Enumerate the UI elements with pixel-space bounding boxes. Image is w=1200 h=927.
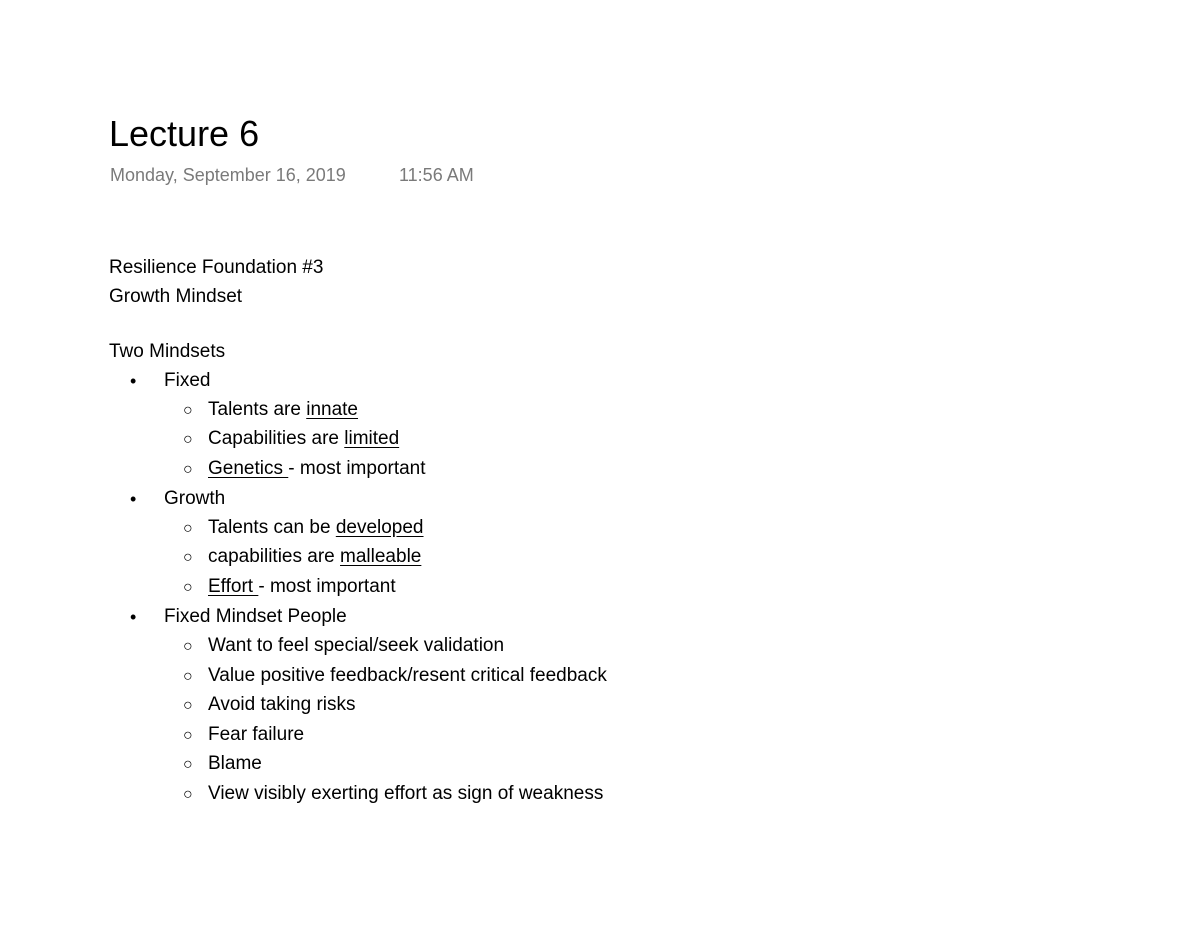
- sub-bullet-icon: ○: [183, 786, 193, 803]
- list-item: Genetics - most important: [208, 458, 426, 479]
- list-item: Effort - most important: [208, 576, 396, 597]
- underlined-term: innate: [306, 399, 359, 420]
- sub-bullet-icon: ○: [183, 697, 193, 714]
- list-item: Talents are innate: [208, 399, 359, 420]
- list-item: Value positive feedback/resent critical feedback: [208, 665, 607, 686]
- list-item-fixed-mindset-people: Fixed Mindset People: [164, 606, 347, 627]
- heading-resilience-foundation: Resilience Foundation #3: [109, 257, 324, 278]
- heading-growth-mindset: Growth Mindset: [109, 286, 243, 307]
- sub-bullet-icon: ○: [183, 549, 193, 566]
- list-item: capabilities are malleable: [208, 546, 422, 567]
- list-item: Blame: [208, 753, 262, 774]
- list-item: View visibly exerting effort as sign of weakness: [208, 783, 604, 804]
- sub-bullet-icon: ○: [183, 727, 193, 744]
- underlined-term: developed: [335, 517, 424, 538]
- list-item: Fear failure: [208, 724, 305, 745]
- bullet-icon: •: [130, 607, 137, 627]
- list-item-growth: Growth: [164, 488, 226, 509]
- underlined-term: Effort: [208, 576, 259, 597]
- list-item: Want to feel special/seek validation: [208, 635, 505, 656]
- bullet-icon: •: [130, 371, 137, 391]
- underlined-term: Genetics: [208, 458, 289, 479]
- page-title: Lecture 6: [109, 113, 260, 154]
- underlined-term: limited: [344, 428, 400, 449]
- sub-bullet-icon: ○: [183, 461, 193, 478]
- note-date: Monday, September 16, 2019: [110, 165, 346, 185]
- sub-bullet-icon: ○: [183, 431, 193, 448]
- note-time: 11:56 AM: [399, 165, 474, 185]
- sub-bullet-icon: ○: [183, 638, 193, 655]
- sub-bullet-icon: ○: [183, 579, 193, 596]
- sub-bullet-icon: ○: [183, 668, 193, 685]
- list-item: Avoid taking risks: [208, 694, 356, 715]
- sub-bullet-icon: ○: [183, 520, 193, 537]
- sub-bullet-icon: ○: [183, 756, 193, 773]
- list-item: Talents can be developed: [208, 517, 424, 538]
- bullet-icon: •: [130, 489, 137, 509]
- sub-bullet-icon: ○: [183, 402, 193, 419]
- list-item: Capabilities are limited: [208, 428, 400, 449]
- section-title-two-mindsets: Two Mindsets: [109, 341, 226, 362]
- underlined-term: malleable: [340, 546, 422, 567]
- list-item-fixed: Fixed: [164, 370, 211, 391]
